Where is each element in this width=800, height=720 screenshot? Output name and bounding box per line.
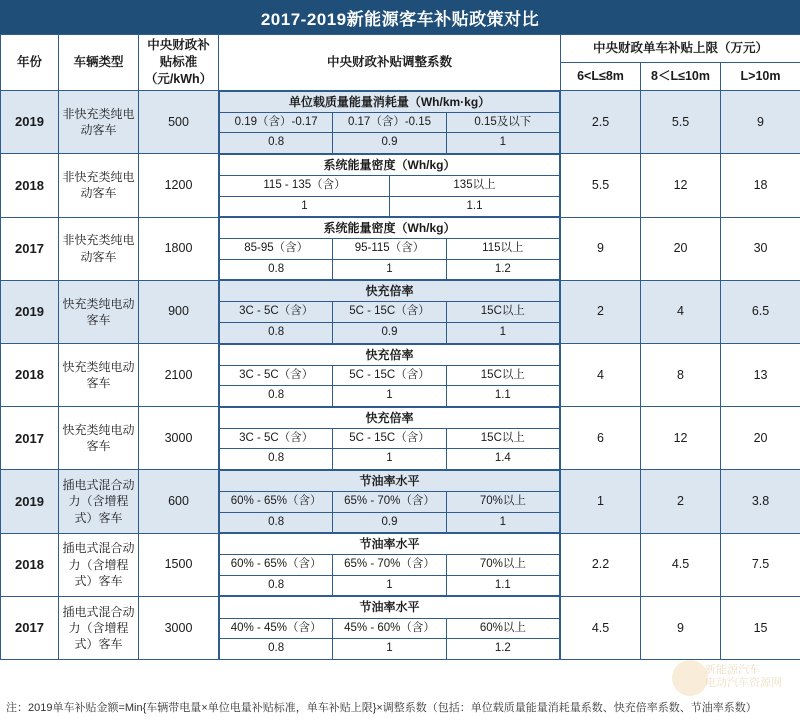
coefficient-metric-title: 节油率水平	[220, 534, 560, 555]
coefficient-value: 1	[446, 512, 559, 533]
cell-year: 2019	[1, 280, 59, 343]
coefficient-value: 0.8	[220, 322, 333, 343]
coefficient-title-row	[220, 91, 560, 112]
cell-coefficient-block	[219, 470, 561, 533]
table-row	[1, 470, 800, 533]
coefficient-band: 15C以上	[446, 428, 559, 449]
coefficient-value-row	[220, 639, 560, 660]
cell-cap-over-10m: 15	[721, 596, 800, 659]
coefficient-title-row	[220, 281, 560, 302]
cell-vehicle-type: 快充类纯电动客车	[59, 280, 139, 343]
coefficient-value: 1	[446, 133, 559, 154]
coefficient-value: 1	[220, 196, 390, 217]
header-cap-over-10m: L>10m	[721, 62, 800, 90]
coefficient-band: 0.19（含）-0.17	[220, 112, 333, 133]
coefficient-value: 1	[333, 449, 446, 470]
coefficient-band: 60% - 65%（含）	[220, 555, 333, 576]
header-cap-6-8m: 6<L≤8m	[561, 62, 641, 90]
header-standard: 中央财政补贴标准（元/kWh）	[139, 35, 219, 91]
cell-cap-6-8m: 4	[561, 344, 641, 407]
coefficient-value: 0.8	[220, 133, 333, 154]
coefficient-title-row	[220, 344, 560, 365]
coefficient-subtable	[219, 280, 560, 343]
cell-vehicle-type: 非快充类纯电动客车	[59, 154, 139, 217]
coefficient-band-row	[220, 112, 560, 133]
coefficient-title-row	[220, 470, 560, 491]
cell-cap-8-10m: 5.5	[641, 90, 721, 154]
coefficient-value: 0.8	[220, 639, 333, 660]
coefficient-band: 5C - 15C（含）	[333, 302, 446, 323]
cell-cap-over-10m: 30	[721, 217, 800, 280]
coefficient-band: 65% - 70%（含）	[333, 492, 446, 513]
coefficient-metric-title: 快充倍率	[220, 407, 560, 428]
cell-subsidy-standard: 1800	[139, 217, 219, 280]
coefficient-band: 70%以上	[446, 555, 559, 576]
cell-cap-8-10m: 20	[641, 217, 721, 280]
coefficient-band: 85-95（含）	[220, 239, 333, 260]
table-row	[1, 533, 800, 596]
coefficient-band: 5C - 15C（含）	[333, 428, 446, 449]
coefficient-band: 3C - 5C（含）	[220, 302, 333, 323]
cell-cap-8-10m: 4	[641, 280, 721, 343]
coefficient-band: 45% - 60%（含）	[333, 618, 446, 639]
cell-year: 2019	[1, 90, 59, 154]
coefficient-band-row	[220, 176, 560, 197]
cell-subsidy-standard: 900	[139, 280, 219, 343]
cell-coefficient-block	[219, 344, 561, 407]
cell-subsidy-standard: 1200	[139, 154, 219, 217]
cell-vehicle-type: 非快充类纯电动客车	[59, 217, 139, 280]
table-row	[1, 90, 800, 154]
cell-cap-6-8m: 6	[561, 407, 641, 470]
coefficient-value-row	[220, 575, 560, 596]
coefficient-value: 1.1	[446, 575, 559, 596]
cell-cap-over-10m: 3.8	[721, 470, 800, 533]
cell-year: 2017	[1, 217, 59, 280]
coefficient-subtable	[219, 407, 560, 470]
coefficient-value: 0.8	[220, 575, 333, 596]
coefficient-title-row	[220, 407, 560, 428]
cell-vehicle-type: 快充类纯电动客车	[59, 407, 139, 470]
coefficient-value: 0.9	[333, 133, 446, 154]
cell-coefficient-block	[219, 90, 561, 154]
cell-cap-6-8m: 9	[561, 217, 641, 280]
coefficient-title-row	[220, 218, 560, 239]
cell-coefficient-block	[219, 533, 561, 596]
table-row	[1, 596, 800, 659]
coefficient-value: 1	[333, 259, 446, 280]
cell-subsidy-standard: 2100	[139, 344, 219, 407]
coefficient-value: 1	[333, 639, 446, 660]
cell-cap-over-10m: 13	[721, 344, 800, 407]
cell-cap-6-8m: 5.5	[561, 154, 641, 217]
coefficient-metric-title: 快充倍率	[220, 344, 560, 365]
cell-cap-8-10m: 9	[641, 596, 721, 659]
coefficient-value: 0.8	[220, 386, 333, 407]
policy-comparison-table	[0, 34, 800, 660]
coefficient-band: 3C - 5C（含）	[220, 365, 333, 386]
coefficient-value: 0.8	[220, 512, 333, 533]
coefficient-subtable	[219, 596, 560, 659]
coefficient-value: 0.8	[220, 259, 333, 280]
cell-cap-8-10m: 12	[641, 407, 721, 470]
coefficient-band: 115 - 135（含）	[220, 176, 390, 197]
cell-coefficient-block	[219, 154, 561, 217]
cell-coefficient-block	[219, 217, 561, 280]
cell-year: 2018	[1, 344, 59, 407]
cell-coefficient-block	[219, 407, 561, 470]
coefficient-metric-title: 快充倍率	[220, 281, 560, 302]
coefficient-band: 60%以上	[446, 618, 559, 639]
cell-cap-8-10m: 8	[641, 344, 721, 407]
coefficient-metric-title: 系统能量密度（Wh/kg）	[220, 218, 560, 239]
cell-vehicle-type: 插电式混合动力（含增程式）客车	[59, 596, 139, 659]
coefficient-value-row	[220, 386, 560, 407]
coefficient-value: 1.2	[446, 259, 559, 280]
cell-coefficient-block	[219, 596, 561, 659]
coefficient-band: 0.15及以下	[446, 112, 559, 133]
cell-vehicle-type: 非快充类纯电动客车	[59, 90, 139, 154]
coefficient-title-row	[220, 597, 560, 618]
coefficient-value-row	[220, 512, 560, 533]
coefficient-subtable	[219, 91, 560, 154]
coefficient-value: 0.9	[333, 512, 446, 533]
coefficient-value: 1.2	[446, 639, 559, 660]
cell-vehicle-type: 插电式混合动力（含增程式）客车	[59, 533, 139, 596]
coefficient-title-row	[220, 154, 560, 175]
coefficient-value: 0.8	[220, 449, 333, 470]
watermark	[662, 656, 782, 698]
cell-cap-over-10m: 9	[721, 90, 800, 154]
coefficient-band: 3C - 5C（含）	[220, 428, 333, 449]
coefficient-value: 1	[333, 386, 446, 407]
coefficient-subtable	[219, 154, 560, 217]
cell-subsidy-standard: 3000	[139, 596, 219, 659]
watermark-logo-icon	[672, 660, 708, 696]
coefficient-band: 0.17（含）-0.15	[333, 112, 446, 133]
coefficient-band: 15C以上	[446, 365, 559, 386]
footnote: 注：2019单车补贴金额=Min{车辆带电量×单位电量补贴标准，单车补贴上限}×调整系数（包括：单位载质量能量消耗量系数、快充倍率系数、节油率系数）	[6, 701, 757, 714]
coefficient-band-row	[220, 365, 560, 386]
table-row	[1, 280, 800, 343]
header-vehicle-type: 车辆类型	[59, 35, 139, 91]
coefficient-band-row	[220, 239, 560, 260]
coefficient-band: 70%以上	[446, 492, 559, 513]
coefficient-subtable	[219, 533, 560, 596]
coefficient-band-row	[220, 302, 560, 323]
coefficient-value-row	[220, 133, 560, 154]
coefficient-value-row	[220, 449, 560, 470]
cell-coefficient-block	[219, 280, 561, 343]
coefficient-metric-title: 节油率水平	[220, 597, 560, 618]
cell-cap-over-10m: 6.5	[721, 280, 800, 343]
table-row	[1, 344, 800, 407]
coefficient-band: 60% - 65%（含）	[220, 492, 333, 513]
cell-cap-over-10m: 18	[721, 154, 800, 217]
watermark-line2: 电动汽车资源网	[705, 676, 782, 689]
watermark-line1: 新能源汽车	[705, 663, 760, 676]
coefficient-value: 1	[333, 575, 446, 596]
cell-subsidy-standard: 3000	[139, 407, 219, 470]
coefficient-band-row	[220, 428, 560, 449]
cell-year: 2018	[1, 533, 59, 596]
cell-cap-8-10m: 4.5	[641, 533, 721, 596]
cell-cap-over-10m: 7.5	[721, 533, 800, 596]
coefficient-title-row	[220, 534, 560, 555]
table-row	[1, 154, 800, 217]
header-cap-group: 中央财政单车补贴上限（万元）	[561, 35, 800, 63]
cell-cap-6-8m: 1	[561, 470, 641, 533]
coefficient-metric-title: 系统能量密度（Wh/kg）	[220, 154, 560, 175]
cell-year: 2019	[1, 470, 59, 533]
coefficient-band-row	[220, 618, 560, 639]
watermark-text	[705, 664, 782, 690]
cell-subsidy-standard: 600	[139, 470, 219, 533]
header-cap-8-10m: 8＜L≤10m	[641, 62, 721, 90]
coefficient-metric-title: 单位载质量能量消耗量（Wh/km·kg）	[220, 91, 560, 112]
coefficient-band: 15C以上	[446, 302, 559, 323]
coefficient-value-row	[220, 259, 560, 280]
table-header-row-1	[1, 35, 800, 63]
cell-year: 2017	[1, 596, 59, 659]
coefficient-value: 0.9	[333, 322, 446, 343]
header-coefficient: 中央财政补贴调整系数	[219, 35, 561, 91]
coefficient-band: 115以上	[446, 239, 559, 260]
coefficient-subtable	[219, 344, 560, 407]
coefficient-subtable	[219, 470, 560, 533]
coefficient-subtable	[219, 217, 560, 280]
coefficient-value-row	[220, 196, 560, 217]
coefficient-value: 1.1	[446, 386, 559, 407]
coefficient-band: 65% - 70%（含）	[333, 555, 446, 576]
coefficient-metric-title: 节油率水平	[220, 470, 560, 491]
cell-cap-6-8m: 2.5	[561, 90, 641, 154]
coefficient-value-row	[220, 322, 560, 343]
cell-year: 2018	[1, 154, 59, 217]
cell-vehicle-type: 快充类纯电动客车	[59, 344, 139, 407]
coefficient-band-row	[220, 555, 560, 576]
cell-cap-6-8m: 4.5	[561, 596, 641, 659]
cell-cap-8-10m: 2	[641, 470, 721, 533]
coefficient-band: 95-115（含）	[333, 239, 446, 260]
cell-cap-6-8m: 2	[561, 280, 641, 343]
header-year: 年份	[1, 35, 59, 91]
table-row	[1, 407, 800, 470]
cell-cap-over-10m: 20	[721, 407, 800, 470]
cell-cap-6-8m: 2.2	[561, 533, 641, 596]
table-row	[1, 217, 800, 280]
coefficient-band: 135以上	[390, 176, 560, 197]
table-body	[1, 90, 800, 659]
cell-cap-8-10m: 12	[641, 154, 721, 217]
coefficient-value: 1.4	[446, 449, 559, 470]
cell-subsidy-standard: 500	[139, 90, 219, 154]
cell-year: 2017	[1, 407, 59, 470]
page-title: 2017-2019新能源客车补贴政策对比	[0, 0, 800, 34]
cell-vehicle-type: 插电式混合动力（含增程式）客车	[59, 470, 139, 533]
coefficient-band-row	[220, 492, 560, 513]
cell-subsidy-standard: 1500	[139, 533, 219, 596]
coefficient-value: 1.1	[390, 196, 560, 217]
coefficient-band: 40% - 45%（含）	[220, 618, 333, 639]
coefficient-band: 5C - 15C（含）	[333, 365, 446, 386]
coefficient-value: 1	[446, 322, 559, 343]
